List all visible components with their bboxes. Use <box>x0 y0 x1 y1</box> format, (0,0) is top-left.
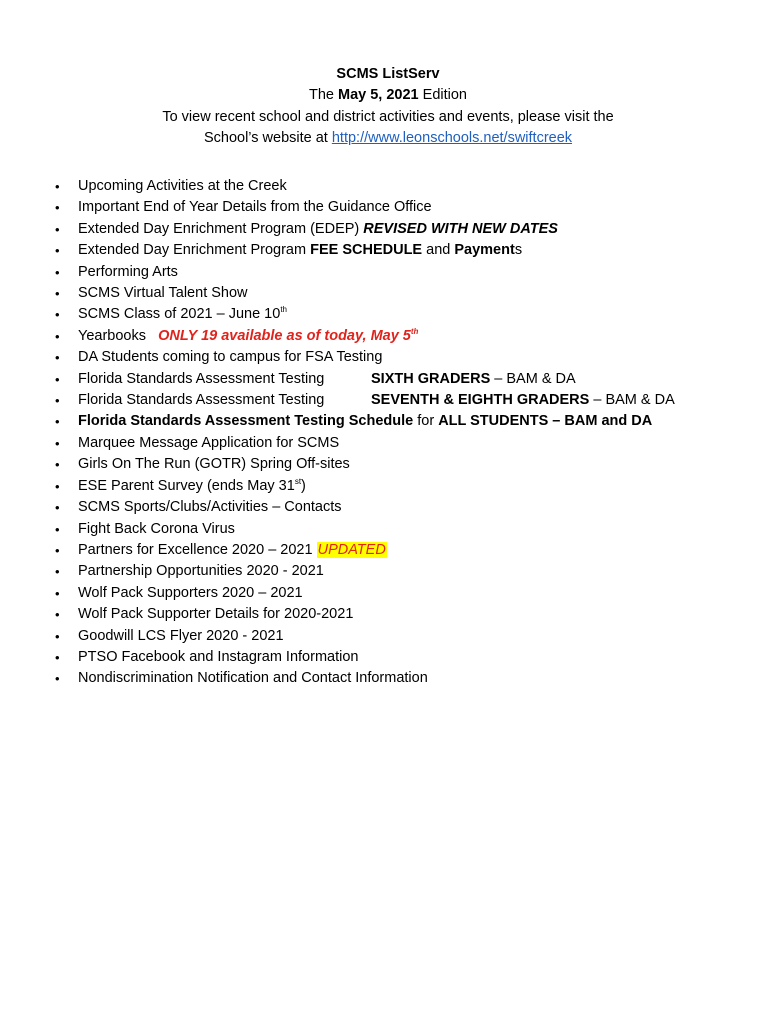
campus-label: – BAM & DA <box>589 392 675 409</box>
bullet-icon: • <box>55 414 60 430</box>
bullet-icon: • <box>55 564 60 580</box>
bullet-icon: • <box>55 350 60 366</box>
grade-group <box>371 369 576 390</box>
list-item[interactable] <box>55 347 652 368</box>
bullet-icon: • <box>55 328 60 344</box>
item-text: Upcoming Activities at the Creek <box>78 178 287 194</box>
item-text: Marquee Message Application for SCMS <box>78 434 340 451</box>
bullet-icon: • <box>55 521 60 537</box>
yearbook-availability-notice <box>158 328 418 344</box>
bullet-icon: • <box>55 457 60 473</box>
item-text: Wolf Pack Supporter Details for 2020-2021 <box>78 606 354 623</box>
item-text: PTSO Facebook and Instagram Information <box>78 648 359 665</box>
ordinal-suffix: st <box>294 476 302 486</box>
bullet-icon: • <box>55 435 60 451</box>
edition-suffix: Edition <box>418 87 467 104</box>
edition-line <box>0 85 770 106</box>
schedule-label: Florida Standards Assessment Testing Schedule <box>78 413 414 430</box>
all-students-label: ALL STUDENTS – BAM and DA <box>438 413 653 430</box>
list-item[interactable] <box>55 583 652 604</box>
item-text: Important End of Year Details from the Guidance Office <box>78 199 432 216</box>
grade-label: SEVENTH & EIGHTH GRADERS <box>371 392 590 409</box>
list-item[interactable] <box>55 304 652 325</box>
bullet-icon: • <box>55 264 60 280</box>
item-text: Performing Arts <box>78 263 178 280</box>
list-item[interactable] <box>55 433 652 454</box>
edition-date: May 5, 2021 <box>338 87 419 104</box>
grade-group <box>371 390 675 411</box>
list-item[interactable] <box>55 540 652 561</box>
list-item[interactable] <box>55 519 652 540</box>
list-item[interactable] <box>55 561 652 582</box>
item-text: Florida Standards Assessment Testing <box>78 392 325 409</box>
item-text: Extended Day Enrichment Program <box>78 242 311 259</box>
bullet-icon: • <box>55 307 60 323</box>
item-text: Fight Back Corona Virus <box>78 520 235 537</box>
ordinal-suffix: th <box>410 327 419 337</box>
bullet-icon: • <box>55 585 60 601</box>
item-text: Wolf Pack Supporters 2020 – 2021 <box>78 584 303 601</box>
bullet-icon: • <box>55 221 60 237</box>
list-item[interactable] <box>55 604 652 625</box>
school-website-link[interactable]: http://www.leonschools.net/swiftcreek <box>331 129 573 146</box>
item-text: ESE Parent Survey (ends May 31 <box>78 477 295 494</box>
item-text: Florida Standards Assessment Testing <box>78 370 325 387</box>
website-line <box>0 128 770 149</box>
list-item[interactable] <box>55 262 652 283</box>
list-item[interactable] <box>55 240 652 261</box>
list-item[interactable] <box>55 497 652 518</box>
item-text: ) <box>301 477 306 494</box>
ordinal-suffix: th <box>280 305 287 315</box>
bullet-icon: • <box>55 542 60 558</box>
website-prefix: School’s website at <box>203 129 332 146</box>
item-text: Partnership Opportunities 2020 - 2021 <box>78 563 324 580</box>
list-item[interactable] <box>55 454 652 475</box>
list-item[interactable] <box>55 283 652 304</box>
list-item[interactable] <box>55 176 652 197</box>
item-text: and <box>422 242 455 259</box>
bullet-icon: • <box>55 628 60 644</box>
listserv-title: SCMS ListServ <box>336 66 440 82</box>
bullet-icon: • <box>55 179 60 194</box>
bullet-icon: • <box>55 478 60 494</box>
item-text: Extended Day Enrichment Program (EDEP) <box>78 220 364 237</box>
topics-list <box>55 176 675 690</box>
item-text: SCMS Class of 2021 – June 10 <box>78 306 281 323</box>
grade-label: SIXTH GRADERS <box>371 370 491 387</box>
item-text: DA Students coming to campus for FSA Testing <box>78 349 383 366</box>
revised-notice: REVISED WITH NEW DATES <box>363 220 558 237</box>
list-item[interactable] <box>55 326 652 347</box>
visit-instructions: To view recent school and district activities and events, please visit the <box>162 108 614 125</box>
item-text: Yearbooks <box>78 327 146 344</box>
updated-badge: UPDATED <box>317 541 386 558</box>
list-item[interactable] <box>55 219 652 240</box>
bullet-icon: • <box>55 607 60 623</box>
list-item[interactable] <box>55 647 652 668</box>
bullet-icon: • <box>55 500 60 516</box>
list-item[interactable] <box>55 369 652 390</box>
list-item[interactable] <box>55 626 652 647</box>
item-text: SCMS Virtual Talent Show <box>78 285 248 302</box>
item-text: s <box>514 242 523 259</box>
list-item[interactable] <box>55 476 652 497</box>
list-item[interactable] <box>55 668 652 689</box>
listserv-header <box>0 64 770 149</box>
list-item[interactable] <box>55 197 652 218</box>
item-text: Goodwill LCS Flyer 2020 - 2021 <box>78 627 284 644</box>
item-text: SCMS Sports/Clubs/Activities – Contacts <box>78 499 342 516</box>
fee-schedule-label: FEE SCHEDULE <box>310 242 423 259</box>
bullet-icon: • <box>55 286 60 302</box>
item-text: Girls On The Run (GOTR) Spring Off-sites <box>78 456 350 473</box>
bullet-icon: • <box>55 371 60 387</box>
bullet-icon: • <box>55 243 60 259</box>
campus-label: – BAM & DA <box>490 370 576 387</box>
bullet-icon: • <box>55 200 60 216</box>
payment-label: Payment <box>454 242 515 259</box>
bullet-icon: • <box>55 393 60 409</box>
bullet-icon: • <box>55 649 60 665</box>
item-text: Partners for Excellence 2020 – 2021 <box>78 541 317 558</box>
list-item[interactable] <box>55 411 652 432</box>
availability-text: ONLY 19 available as of today, May 5 <box>158 327 411 344</box>
item-text: Nondiscrimination Notification and Contact Information <box>78 670 428 687</box>
item-text: for <box>413 413 439 430</box>
list-item[interactable] <box>55 390 675 411</box>
edition-prefix: The <box>308 87 338 104</box>
bullet-icon: • <box>55 671 60 687</box>
